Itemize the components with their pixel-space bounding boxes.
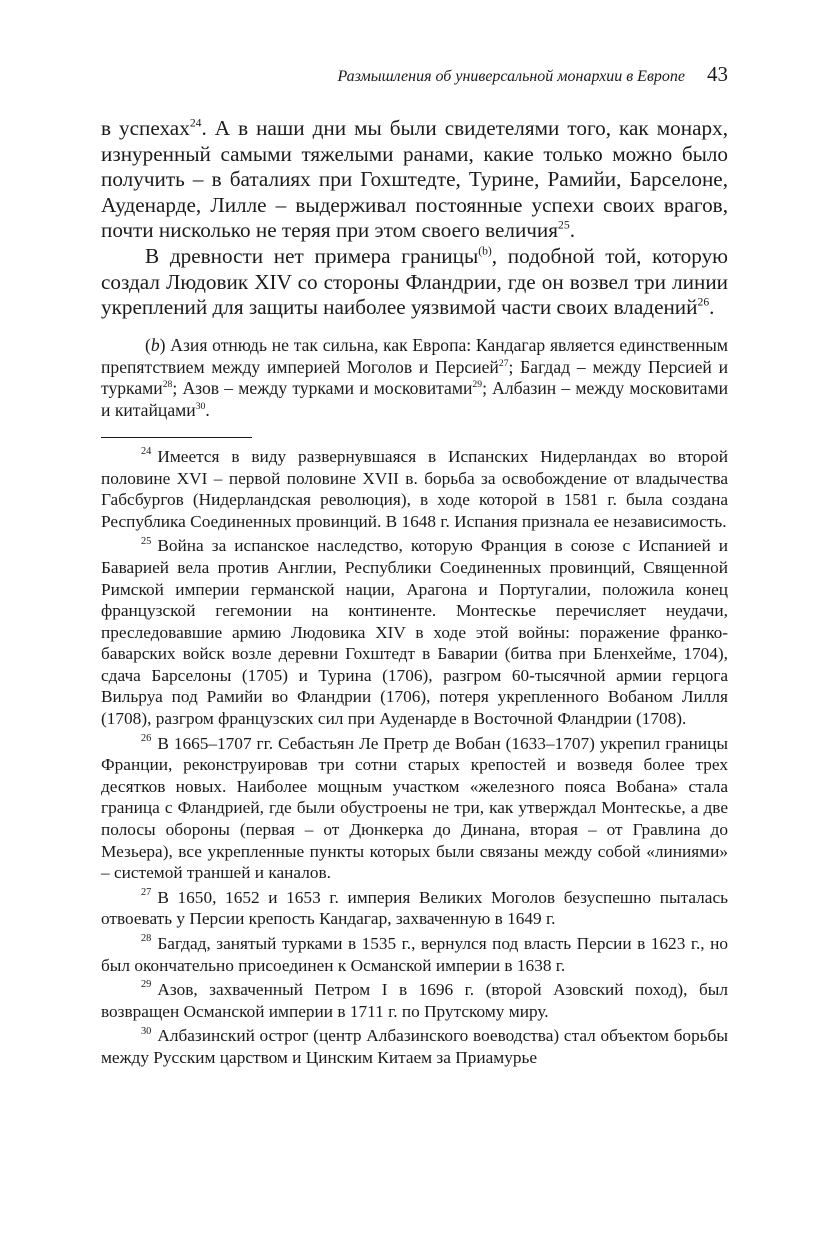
footnote-number: 25 — [141, 535, 152, 547]
author-note-b: (b) Азия отнюдь не так сильна, как Европа: Кандагар является единственным препятствием между империей Моголов и Персией$^{27}$; Багдад – между Персией и турками$^{28}$; Азов – между турками и московитами$^{29}$; Албазин – между московитами и китайцами$^{30}$. — [101, 334, 728, 421]
footnote-27: $^{27}$ В 1650, 1652 и 1653 г. империя Великих Моголов безуспешно пыталась отвоевать у Персии крепость Кандагар, захваченную в 1649 г. — [101, 887, 728, 929]
main-text — [101, 116, 728, 321]
footnotes — [101, 446, 728, 1069]
footnote-number: 27 — [141, 887, 152, 899]
footnote-28: $^{28}$ Багдад, занятый турками в 1535 г., вернулся под власть Персии в 1623 г., но был окончательно присоединен к Османской империи в 1638 г. — [101, 933, 728, 975]
author-note-ref-b[interactable]: (b) — [478, 244, 492, 258]
footnote-separator — [101, 437, 252, 438]
footnote-number: 28 — [141, 933, 152, 945]
footnote-30: $^{30}$ Албазинский острог (центр Албазинского воеводства) стал объектом борьбы между Русским царством и Цинским Китаем за Приамурье — [101, 1025, 728, 1067]
footnote-number: 24 — [141, 446, 152, 458]
paragraph-2: В древности нет примера границы$^{(b)}$, подобной той, которую создал Людовик XIV со стороны Фландрии, где он возвел три линии укреплений для защиты наиболее уязвимой части своих владений$^{26}$. — [101, 243, 728, 320]
footnote-29: $^{29}$ Азов, захваченный Петром I в 1696 г. (второй Азовский поход), был возвращен Османской империи в 1711 г. по Прутскому миру. — [101, 979, 728, 1021]
footnote-number: 30 — [141, 1025, 152, 1037]
footnote-ref-26[interactable]: 26 — [697, 295, 710, 309]
running-head — [101, 62, 728, 98]
footnote-ref-24[interactable]: 24 — [189, 116, 202, 130]
running-title: Размышления об универсальной монархии в Европе — [337, 68, 685, 85]
footnote-24: $^{24}$ Имеется в виду развернувшаяся в Испанских Нидерландах во второй половине XVI – первой половине XVII в. борьба за освобождение от владычества Габсбургов (Нидерландская революция), в ходе которой в 1581 г. была создана Республика Соединенных провинций. В 1648 г. Испания признала ее независимость. — [101, 446, 728, 531]
footnote-25: $^{25}$ Война за испанское наследство, которую Франция в союзе с Испанией и Баварией вела против Англии, Республики Соединенных провинций, Священной Римской империи германской нации, Арагона и Португалии, положила конец французской гегемонии на континенте. Монтескье перечисляет неудачи, преследовавшие армию Людовика XIV в ходе этой войны: поражение франко-баварских войск возле деревни Гохштедт в Баварии (битва при Бленхейме, 1704), сдача Барселоны (1705) и Турина (1706), разгром 60-тысячной армии герцога Вильруа под Рамийи во Фландрии (1706), потеря укрепленного Вобаном Лилля (1708), разгром французских сил при Ауденарде в Восточной Фландрии (1708). — [101, 535, 728, 729]
page-number: 43 — [707, 62, 728, 86]
footnote-ref-27[interactable]: 27 — [498, 357, 509, 369]
book-page — [101, 62, 728, 1072]
footnote-ref-29[interactable]: 29 — [472, 379, 483, 391]
footnote-ref-30[interactable]: 30 — [195, 400, 206, 412]
footnote-number: 26 — [141, 732, 152, 744]
paragraph-1: в успехах$^{24}$. А в наши дни мы были свидетелями того, как монарх, изнуренный самыми тяжелыми ранами, какие только можно было получить – в баталиях при Гохштедте, Турине, Рамийи, Барселоне, Ауденарде, Лилле – выдерживал постоянные успехи своих врагов, почти нисколько не теряя при этом своего величия$^{25}$. — [101, 116, 728, 243]
footnote-26: $^{26}$ В 1665–1707 гг. Себастьян Ле Претр де Вобан (1633–1707) укрепил границы Франции, реконструировав три сотни старых крепостей и возведя более трех десятков новых. Наиболее мощным участком «железного пояса Вобана» стала граница с Фландрией, где были обустроены не три, как утверждал Монтескье, а две полосы обороны (первая – от Дюнкерка до Динана, вторая – от Гравлина до Мезьера), все укрепленные пункты которых были связаны между собой «линиями» – системой траншей и каналов. — [101, 732, 728, 883]
footnote-ref-25[interactable]: 25 — [558, 218, 570, 232]
footnote-ref-28[interactable]: 28 — [162, 379, 173, 391]
footnote-number: 29 — [141, 979, 152, 991]
